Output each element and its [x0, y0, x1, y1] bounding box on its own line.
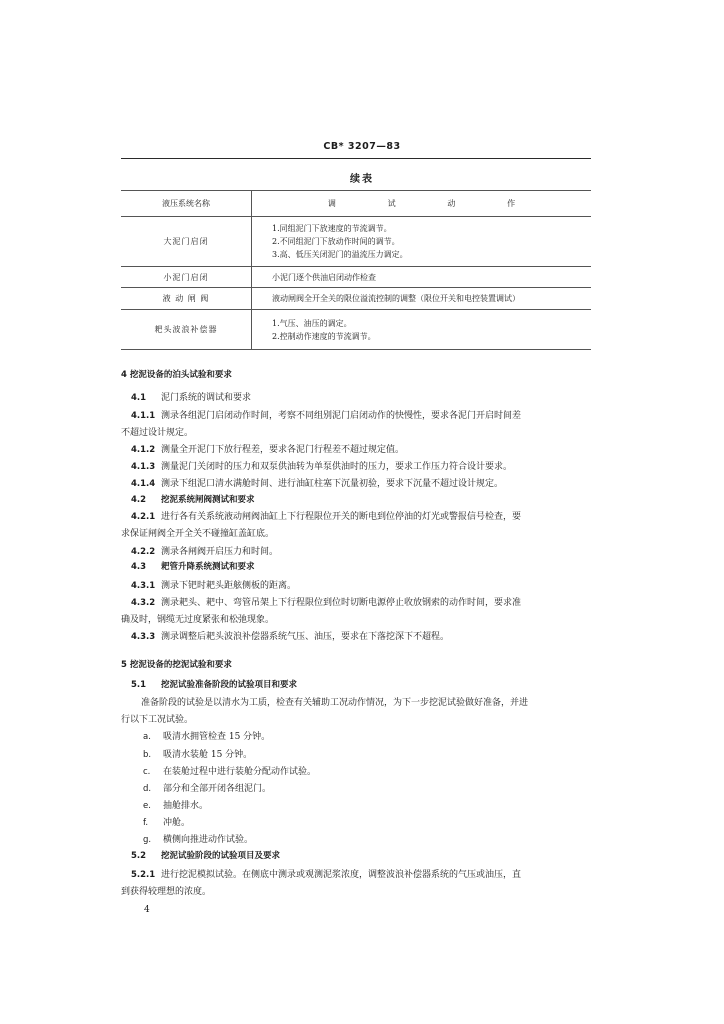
- clause-text: 测录各闸阀开启压力和时间。: [161, 547, 279, 557]
- table-row: [121, 267, 591, 288]
- paragraph: 准备阶段的试验是以清水为工质，检查有关辅助工况动作情况，为下一步挖泥试验做好准备，并进: [141, 698, 529, 708]
- clause: [121, 595, 601, 608]
- subsection-heading: [121, 493, 601, 505]
- list-marker: g.: [143, 835, 152, 845]
- action-line: 1.同组泥门下放速度的节流调节。: [272, 224, 392, 233]
- column-header-name: 液压系统名称: [121, 191, 252, 217]
- list-item: [121, 832, 613, 845]
- action-line: 小泥门逐个供油启闭动作检查: [272, 272, 376, 282]
- clause-text: 挖泥系统闸阀测试和要求: [161, 495, 255, 505]
- page-number: 4: [144, 905, 150, 915]
- action-cell: [252, 288, 592, 310]
- clause-number: 5.2: [131, 851, 147, 861]
- clause-text: 测录下组泥口清水满舱时间、进行油缸柱塞下沉量初验，要求下沉量不超过设计规定。: [161, 479, 504, 489]
- clause-text: 耙管升降系统测试和要求: [161, 562, 255, 572]
- action-cell: [252, 217, 592, 267]
- action-header-char: 调: [327, 199, 336, 208]
- system-name: 小泥门启闭: [121, 267, 252, 288]
- action-line: 3.高、低压关闭泥门的溢流压力调定。: [272, 250, 408, 259]
- clause-number: 4.1.2: [131, 445, 156, 455]
- list-text: 横侧向推进动作试验。: [163, 835, 254, 845]
- action-line: 2.控制动作速度的节流调节。: [272, 331, 376, 341]
- system-name: 液 动 闸 阀: [121, 288, 252, 310]
- list-text: 吸清水装舱 15 分钟。: [163, 750, 253, 760]
- paragraph-continuation: 行以下工况试验。: [121, 715, 194, 725]
- clause-number: 5.2.1: [131, 870, 156, 880]
- list-marker: e.: [143, 801, 151, 811]
- clause: [121, 629, 601, 642]
- clause-continuation: 求保证闸阀全开全关不碰撞缸盖缸底。: [121, 529, 275, 539]
- clause-text: 挖泥试验准备阶段的试验项目和要求: [161, 680, 298, 690]
- list-marker: a.: [143, 732, 151, 742]
- table-row: [121, 288, 591, 310]
- action-header-char: 动: [447, 199, 456, 208]
- action-header-char: 试: [387, 199, 396, 208]
- clause: [121, 867, 601, 880]
- clause: [121, 509, 601, 522]
- subsection-heading: [121, 849, 601, 861]
- clause: [121, 578, 601, 591]
- clause-text: 挖泥试验阶段的试验项目及要求: [161, 851, 281, 861]
- action-line: 2.不同组泥门下放动作时间的调节。: [272, 237, 400, 246]
- action-cell: [252, 310, 592, 350]
- clause-number: 4.3.1: [131, 581, 156, 591]
- action-header-char: 作: [507, 199, 516, 208]
- clause-number: 4.1: [131, 393, 147, 403]
- clause-number: 4.1.1: [131, 411, 156, 421]
- clause: [121, 408, 601, 421]
- clause-number: 4.2.2: [131, 547, 156, 557]
- continued-table: [121, 190, 591, 350]
- column-header-action: [252, 191, 592, 217]
- clause-number: 5.1: [131, 680, 147, 690]
- list-item: [121, 815, 613, 828]
- subsection-heading: [121, 560, 601, 572]
- clause-number: 4.3.3: [131, 632, 156, 642]
- clause-continuation: 确及时，钢缆无过度紧张和松弛现象。: [121, 615, 275, 625]
- system-name: 大泥门启闭: [121, 217, 252, 267]
- list-item: [121, 764, 613, 777]
- table-caption: 续表: [350, 174, 374, 185]
- clause-number: 4.3: [131, 562, 147, 572]
- list-text: 冲舱。: [163, 818, 191, 828]
- list-text: 部分和全部开闭各组泥门。: [163, 784, 272, 794]
- action-cell: [252, 267, 592, 288]
- clause-text: 测录各组泥门启闭动作时间，考察不同组别泥门启闭动作的快慢性，要求各泥门开启时间差: [161, 411, 522, 421]
- clause-text: 进行挖泥模拟试验。在侧底中测录或观测泥浆浓度，调整波浪补偿器系统的气压或油压，直: [161, 870, 522, 880]
- clause: [121, 476, 601, 489]
- table-row: [121, 310, 591, 350]
- action-line: 1.气压、油压的调定。: [272, 318, 352, 328]
- standard-code: CB* 3207—83: [323, 141, 401, 152]
- table-header-row: [121, 191, 591, 217]
- list-marker: f.: [143, 818, 149, 828]
- list-text: 在装舱过程中进行装舱分配动作试验。: [163, 767, 317, 777]
- header-rule: [121, 158, 591, 159]
- list-marker: c.: [143, 767, 151, 777]
- clause: [121, 442, 601, 455]
- list-item: [121, 729, 613, 742]
- clause-text: 泥门系统的调试和要求: [161, 393, 252, 403]
- clause-number: 4.1.3: [131, 462, 156, 472]
- clause-text: 进行各有关系统液动闸阀油缸上下行程限位开关的断电到位停油的灯光或警报信号检查，要: [161, 512, 522, 522]
- list-text: 吸清水拥管检查 15 分钟。: [163, 732, 271, 742]
- section-heading: 4 挖泥设备的泊头试验和要求: [121, 370, 232, 380]
- clause-number: 4.2.1: [131, 512, 156, 522]
- clause-text: 测量全开泥门下放行程差，要求各泥门行程差不超过规定值。: [161, 445, 405, 455]
- list-item: [121, 747, 613, 760]
- clause-number: 4.3.2: [131, 598, 156, 608]
- section-heading: 5 挖泥设备的挖泥试验和要求: [121, 660, 232, 670]
- clause: [121, 390, 601, 403]
- system-name: 耙头波浪补偿器: [121, 310, 252, 350]
- list-item: [121, 798, 613, 811]
- table-row: [121, 217, 591, 267]
- clause: [121, 459, 601, 472]
- clause-text: 测录调整后耙头波浪补偿器系统气压、油压，要求在下落挖深下不超程。: [161, 632, 450, 642]
- list-marker: b.: [143, 750, 152, 760]
- action-line: 液动闸阀全开全关的限位溢流控制的调整（限位开关和电控装置调试）: [272, 294, 520, 303]
- clause-number: 4.2: [131, 495, 147, 505]
- clause-text: 测量泥门关闭时的压力和双泵供油转为单泵供油时的压力，要求工作压力符合设计要求。: [161, 462, 513, 472]
- clause: [121, 544, 601, 557]
- clause-text: 测录下钯时耙头距舷侧板的距离。: [161, 581, 297, 591]
- subsection-heading: [121, 678, 601, 690]
- list-text: 抽舱排水。: [163, 801, 209, 811]
- clause-continuation: 到获得较理想的浓度。: [121, 887, 212, 897]
- clause-text: 测录耙头、耙中、弯管吊架上下行程限位到位时切断电源停止收放钢索的动作时间，要求准: [161, 598, 522, 608]
- clause-number: 4.1.4: [131, 479, 156, 489]
- list-item: [121, 781, 613, 794]
- list-marker: d.: [143, 784, 152, 794]
- clause-continuation: 不超过设计规定。: [121, 428, 194, 438]
